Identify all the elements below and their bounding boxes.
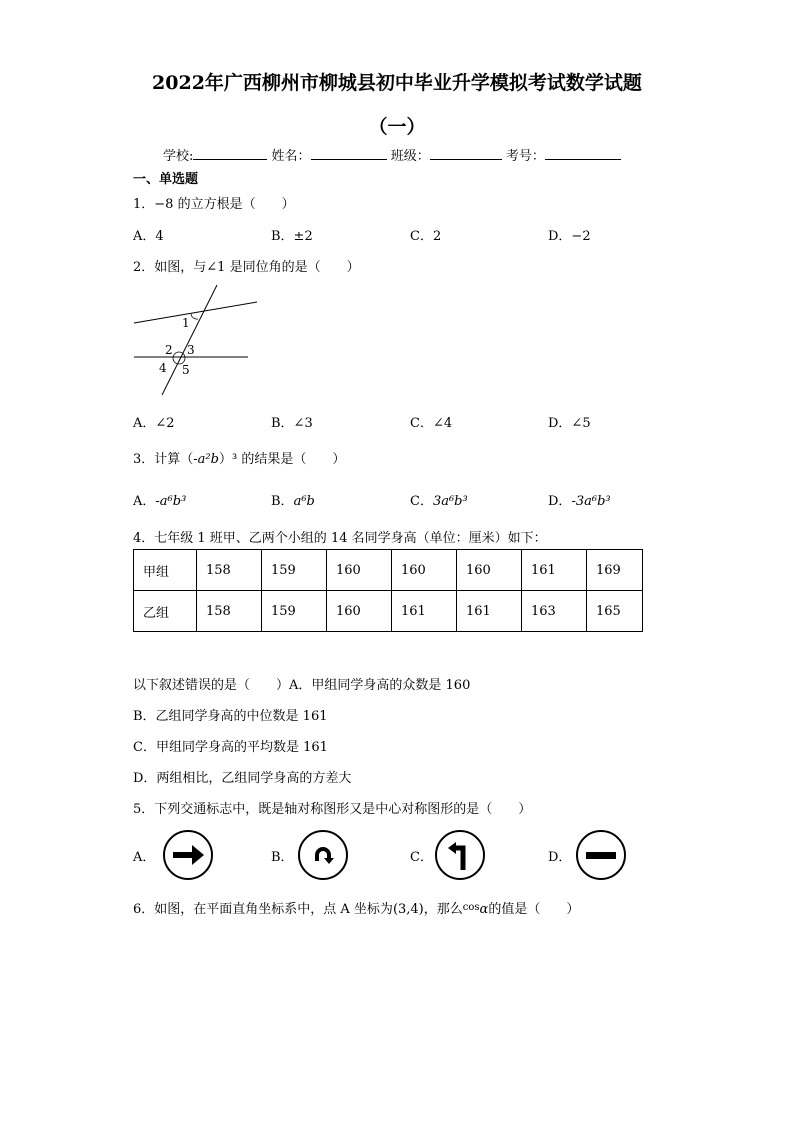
row-label: 乙组 bbox=[134, 591, 197, 632]
table-cell: 159 bbox=[262, 591, 327, 632]
q3-option-a[interactable]: A．-a⁶b³ bbox=[133, 494, 187, 509]
label-2: 2 bbox=[165, 343, 173, 357]
q1-stem: 1．−8 的立方根是（ ） bbox=[133, 197, 295, 212]
height-table bbox=[133, 549, 643, 632]
label-5: 5 bbox=[182, 363, 190, 377]
q1-option-a[interactable]: A．4 bbox=[133, 229, 164, 244]
table-cell: 165 bbox=[587, 591, 643, 632]
table-cell: 161 bbox=[457, 591, 522, 632]
class-blank[interactable] bbox=[430, 147, 502, 160]
q4-ask[interactable]: 以下叙述错误的是（ ）A．甲组同学身高的众数是 160 bbox=[133, 678, 471, 693]
q2-stem: 2．如图，与∠1 是同位角的是（ ） bbox=[133, 260, 360, 275]
table-cell: 158 bbox=[197, 591, 262, 632]
q1-option-d[interactable]: D．−2 bbox=[548, 229, 591, 244]
table-row bbox=[134, 550, 643, 591]
q3-option-b[interactable]: B．a⁶b bbox=[271, 494, 315, 509]
school-label: 学校: bbox=[163, 149, 194, 164]
q4-stem: 4．七年级 1 班甲、乙两个小组的 14 名同学身高（单位：厘米）如下： bbox=[133, 531, 547, 546]
school-blank[interactable] bbox=[193, 147, 267, 160]
q5-option-a[interactable]: A． bbox=[133, 850, 156, 865]
table-cell: 163 bbox=[522, 591, 587, 632]
name-blank[interactable] bbox=[311, 147, 387, 160]
left-turn-sign-icon[interactable] bbox=[433, 828, 487, 882]
page-subtitle: （一） bbox=[368, 116, 426, 138]
q4-option-b[interactable]: B．乙组同学身高的中位数是 161 bbox=[133, 709, 328, 724]
table-cell: 169 bbox=[587, 550, 643, 591]
q4-option-d[interactable]: D．两组相比，乙组同学身高的方差大 bbox=[133, 771, 352, 786]
q2-option-b[interactable]: B．∠3 bbox=[271, 416, 313, 431]
label-3: 3 bbox=[187, 343, 195, 357]
q3-option-c[interactable]: C．3a⁶b³ bbox=[410, 494, 468, 509]
name-label: 姓名： bbox=[271, 149, 311, 164]
page-title: 2022年广西柳州市柳城县初中毕业升学模拟考试数学试题 bbox=[152, 72, 642, 94]
table-cell: 160 bbox=[392, 550, 457, 591]
upper-line bbox=[134, 302, 257, 323]
q6-stem: 6．如图，在平面直角坐标系中，点 A 坐标为(3,4)，那么$^{cos}$α的值是（ ） bbox=[133, 902, 580, 917]
table-cell: 161 bbox=[522, 550, 587, 591]
q2-figure bbox=[130, 282, 262, 400]
right-arrow-sign-icon[interactable] bbox=[161, 828, 215, 882]
q2-option-c[interactable]: C．∠4 bbox=[410, 416, 453, 431]
q1-option-b[interactable]: B．±2 bbox=[271, 229, 313, 244]
q3-stem: 3．计算（-a²b）³ 的结果是（ ） bbox=[133, 452, 346, 467]
table-row bbox=[134, 591, 643, 632]
row-label: 甲组 bbox=[134, 550, 197, 591]
label-4: 4 bbox=[159, 361, 167, 375]
number-label: 考号： bbox=[505, 149, 545, 164]
q3-option-d[interactable]: D．-3a⁶b³ bbox=[548, 494, 611, 509]
q1-option-c[interactable]: C．2 bbox=[410, 229, 442, 244]
u-turn-sign-icon[interactable] bbox=[296, 828, 350, 882]
table-cell: 160 bbox=[457, 550, 522, 591]
table-cell: 160 bbox=[327, 591, 392, 632]
no-entry-sign-icon[interactable] bbox=[574, 828, 628, 882]
label-1: 1 bbox=[182, 316, 190, 330]
number-blank[interactable] bbox=[545, 147, 621, 160]
table-cell: 161 bbox=[392, 591, 457, 632]
q5-option-d[interactable]: D． bbox=[548, 850, 572, 865]
table-cell: 159 bbox=[262, 550, 327, 591]
class-label: 班级： bbox=[390, 149, 430, 164]
q4-option-c[interactable]: C．甲组同学身高的平均数是 161 bbox=[133, 740, 328, 755]
q5-stem: 5．下列交通标志中，既是轴对称图形又是中心对称图形的是（ ） bbox=[133, 802, 532, 817]
table-cell: 158 bbox=[197, 550, 262, 591]
student-info bbox=[163, 145, 621, 164]
table-cell: 160 bbox=[327, 550, 392, 591]
q2-option-d[interactable]: D．∠5 bbox=[548, 416, 591, 431]
angle1-arc bbox=[191, 314, 198, 319]
q5-option-c[interactable]: C． bbox=[410, 850, 433, 865]
section-heading: 一、单选题 bbox=[133, 172, 199, 187]
q5-option-b[interactable]: B． bbox=[271, 850, 294, 865]
transversal-line bbox=[162, 285, 217, 395]
q2-option-a[interactable]: A．∠2 bbox=[133, 416, 175, 431]
